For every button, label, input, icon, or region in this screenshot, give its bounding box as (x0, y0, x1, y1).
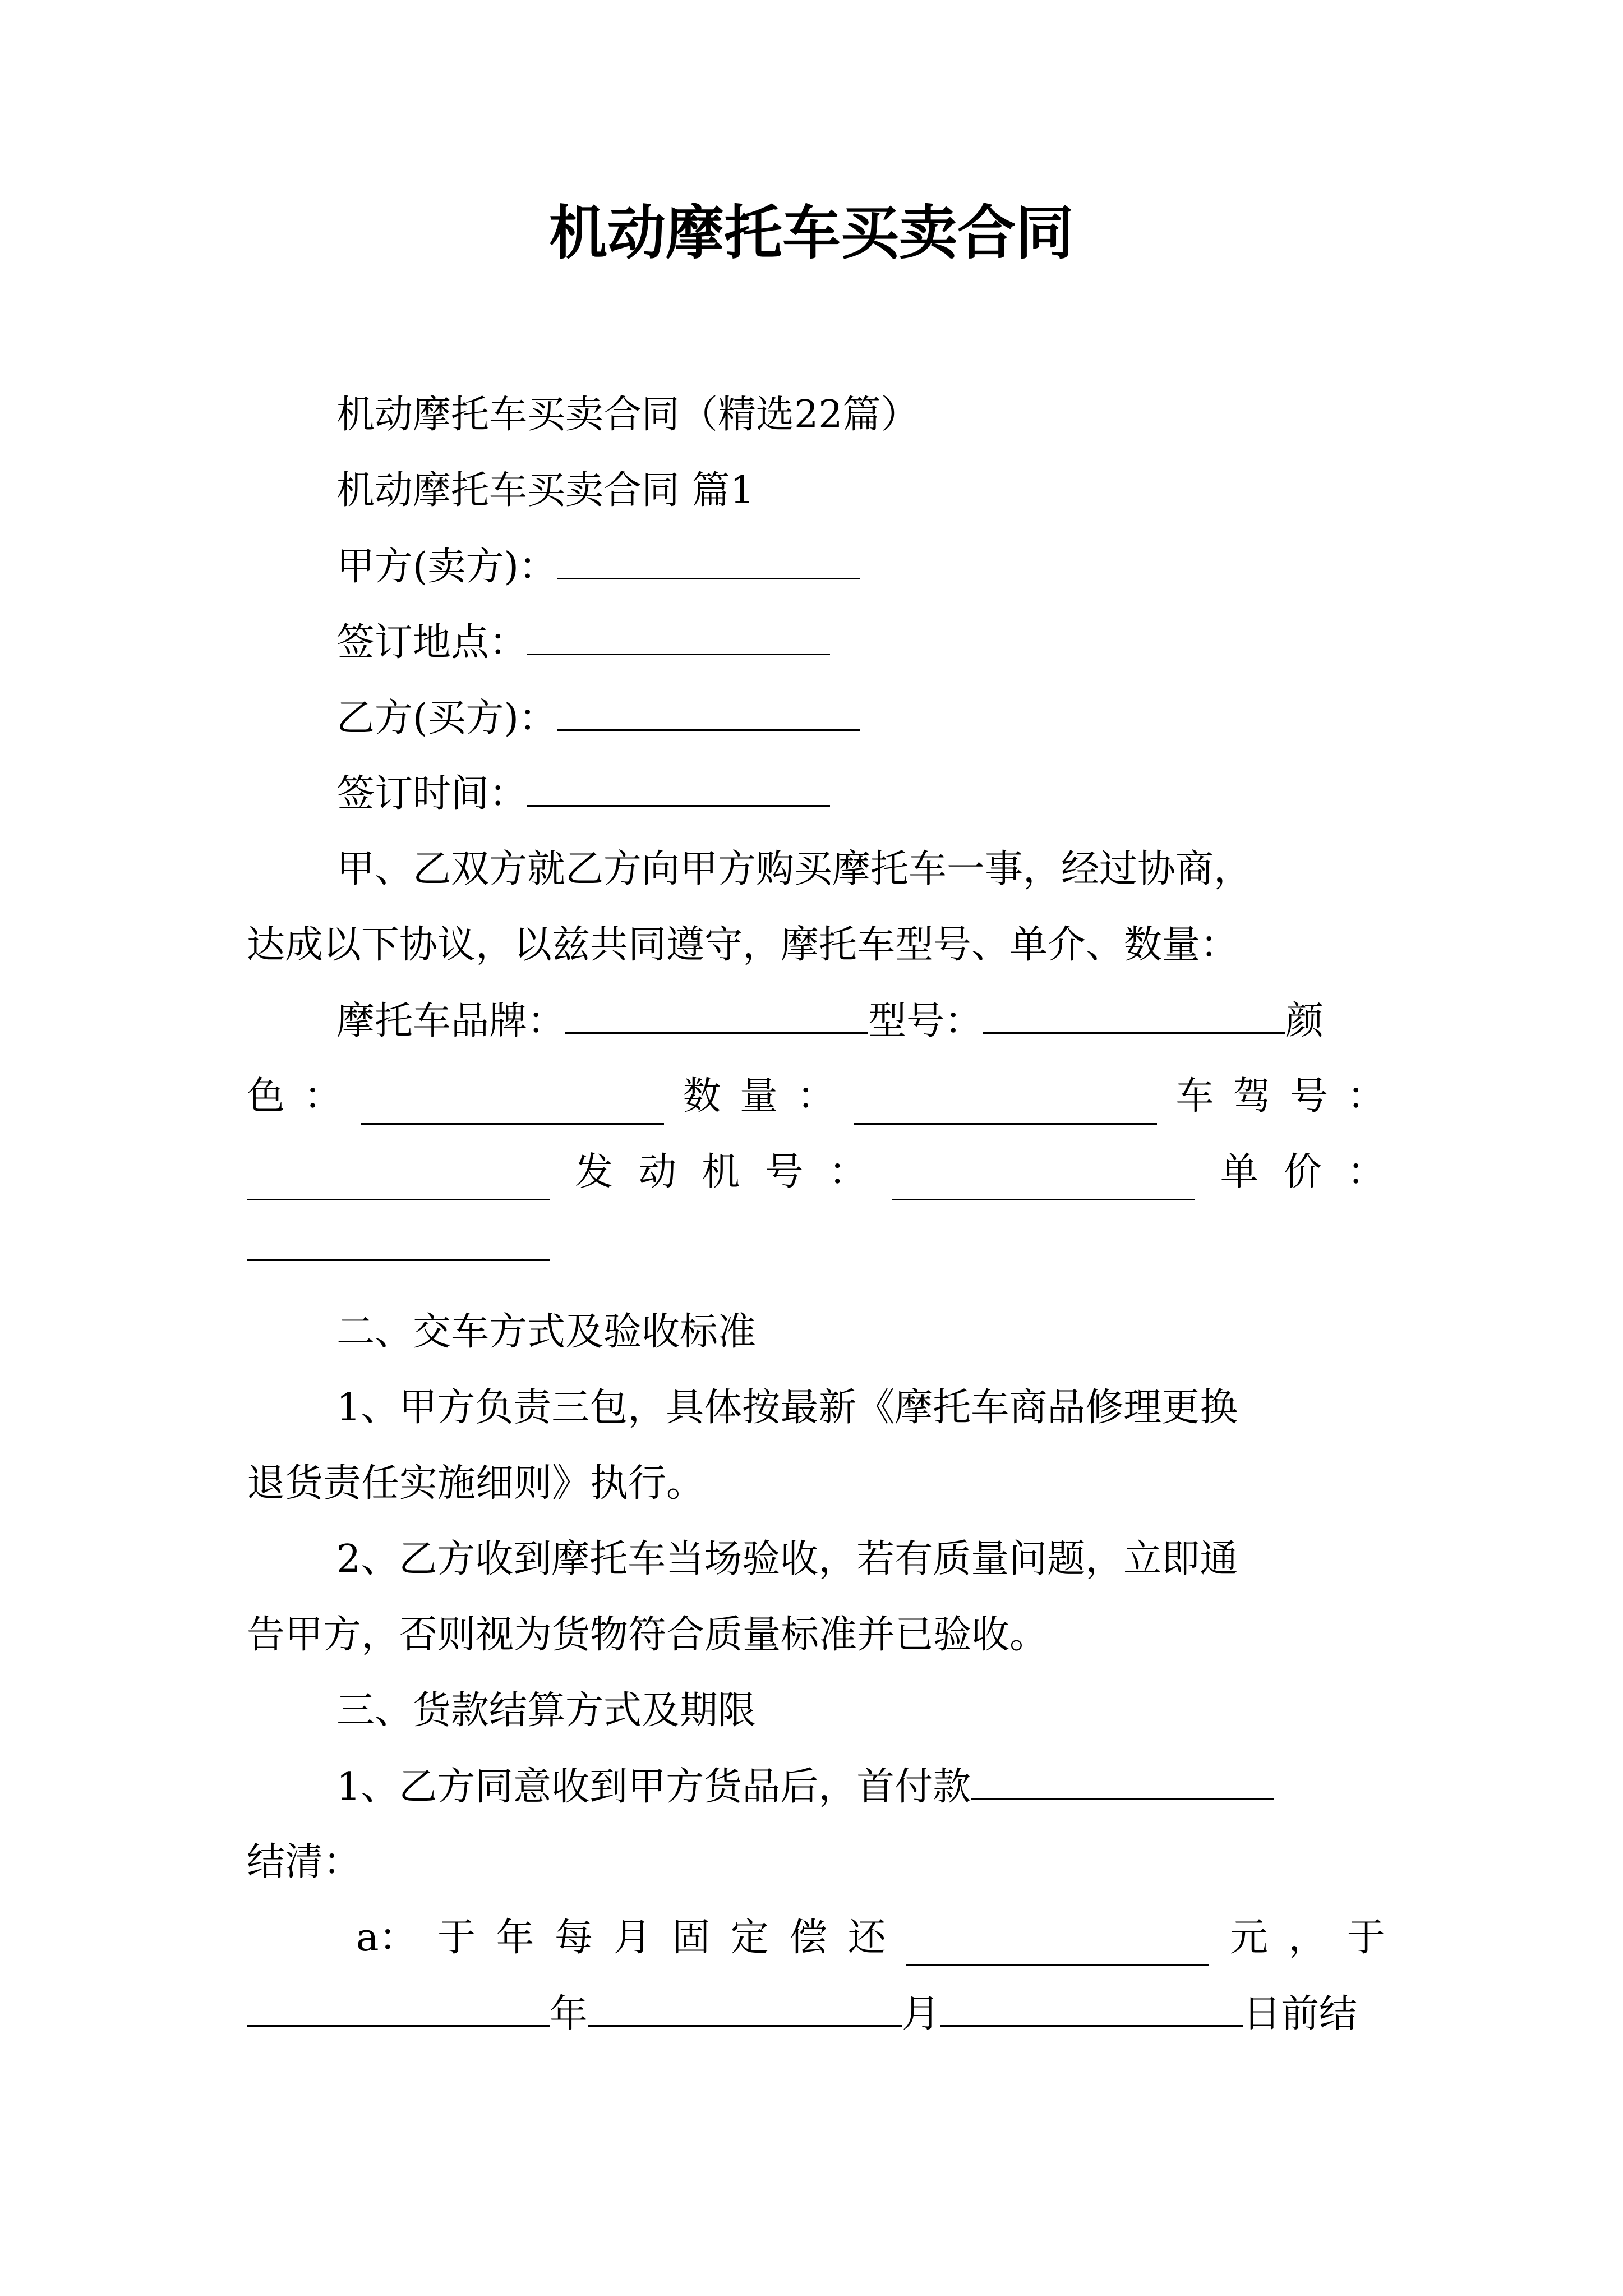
installment-line-2 (247, 1986, 1357, 2042)
place-blank[interactable] (527, 614, 830, 655)
section-2-item-1-line-2: 退货责任实施细则》执行。 (247, 1461, 705, 1506)
section-2-item-2-line-2: 告甲方，否则视为货物符合质量标准并已验收。 (247, 1613, 1048, 1657)
time-label: 签订时间： (336, 772, 528, 816)
vehicle-row-3 (247, 1144, 1385, 1200)
price-label-char: 价 (1283, 1150, 1322, 1194)
plate-label-char: 号 (1290, 1074, 1329, 1119)
plate-label-char: 驾 (1233, 1074, 1271, 1119)
seller-label: 甲方(卖方)： (336, 545, 557, 589)
quantity-label-char: ： (796, 1074, 835, 1119)
installment-char: 固 (672, 1916, 711, 1960)
time-field (336, 766, 830, 822)
color-colon: ： (303, 1074, 342, 1119)
place-field (336, 614, 830, 671)
installment-char: 月 (613, 1916, 652, 1960)
section-2-item-2-line-1: 2、乙方收到摩托车当场验收，若有质量问题，立即通 (336, 1537, 1238, 1581)
installment-char: 定 (730, 1916, 769, 1960)
vehicle-row-1 (336, 993, 1324, 1050)
section-3-heading: 三、货款结算方式及期限 (336, 1688, 757, 1733)
installment-amount-blank[interactable] (906, 1925, 1209, 1966)
engine-label-char: ： (828, 1150, 867, 1194)
buyer-label: 乙方(买方)： (336, 696, 557, 740)
quantity-label-char: 数 (683, 1074, 721, 1119)
comma-text: ， (1288, 1916, 1327, 1960)
day-blank[interactable] (940, 1986, 1243, 2027)
intro-line-2: 达成以下协议，以兹共同遵守，摩托车型号、单介、数量： (247, 923, 1239, 967)
installment-char: 于 (437, 1916, 476, 1960)
year-blank[interactable] (247, 1986, 550, 2027)
vehicle-row-4 (247, 1220, 550, 1277)
engine-label-char: 发 (575, 1150, 614, 1194)
part-heading: 机动摩托车买卖合同 篇1 (336, 468, 754, 513)
time-blank[interactable] (527, 766, 830, 807)
document-title: 机动摩托车买卖合同 (548, 199, 1074, 267)
intro-line-1: 甲、乙双方就乙方向甲方购买摩托车一事，经过协商， (336, 847, 1252, 891)
installment-line-1 (356, 1910, 1385, 1966)
yu-text: 于 (1347, 1916, 1385, 1960)
yuan-text: 元 (1229, 1916, 1268, 1960)
engine-blank[interactable] (892, 1159, 1195, 1200)
plate-label-char: ： (1347, 1074, 1385, 1119)
before-settle-text: 日前结 (1243, 1992, 1358, 2036)
year-text: 年 (550, 1992, 588, 2036)
installment-char: 还 (847, 1916, 886, 1960)
seller-blank[interactable] (557, 539, 860, 579)
installment-char: 年 (496, 1916, 534, 1960)
installment-char: 每 (555, 1916, 593, 1960)
price-label-char: ： (1347, 1150, 1385, 1194)
section-2-item-1-line-1: 1、甲方负责三包，具体按最新《摩托车商品修理更换 (336, 1386, 1238, 1430)
color-label-part-1: 颜 (1285, 999, 1324, 1043)
plate-blank[interactable] (247, 1159, 550, 1200)
engine-label-char: 机 (702, 1150, 740, 1194)
section-3-item-1-line-1 (336, 1759, 1274, 1815)
quantity-label-char: 量 (740, 1074, 778, 1119)
brand-blank[interactable] (565, 993, 868, 1034)
buyer-blank[interactable] (557, 690, 860, 731)
down-payment-blank[interactable] (971, 1759, 1274, 1800)
place-label: 签订地点： (336, 620, 528, 665)
vehicle-row-2 (247, 1069, 1385, 1125)
engine-label-char: 动 (638, 1150, 677, 1194)
color-blank[interactable] (361, 1084, 664, 1125)
price-blank[interactable] (247, 1220, 550, 1261)
installment-char: a： (356, 1916, 417, 1960)
seller-field (336, 539, 860, 595)
plate-label-char: 车 (1175, 1074, 1214, 1119)
color-label-part-2: 色 (247, 1074, 285, 1119)
model-blank[interactable] (983, 993, 1285, 1034)
section-3-item-1-line-2: 结清： (247, 1840, 362, 1884)
month-text: 月 (902, 1992, 940, 2036)
buyer-field (336, 690, 860, 747)
quantity-blank[interactable] (854, 1084, 1157, 1125)
section-2-heading: 二、交车方式及验收标准 (336, 1310, 757, 1354)
brand-label: 摩托车品牌： (336, 999, 566, 1043)
engine-label-char: 号 (765, 1150, 804, 1194)
price-label-char: 单 (1220, 1150, 1258, 1194)
month-blank[interactable] (588, 1986, 902, 2027)
model-label: 型号： (868, 999, 983, 1043)
installment-char: 偿 (789, 1916, 828, 1960)
down-payment-text: 1、乙方同意收到甲方货品后，首付款 (336, 1765, 971, 1809)
document-subtitle: 机动摩托车买卖合同（精选22篇） (336, 393, 919, 437)
